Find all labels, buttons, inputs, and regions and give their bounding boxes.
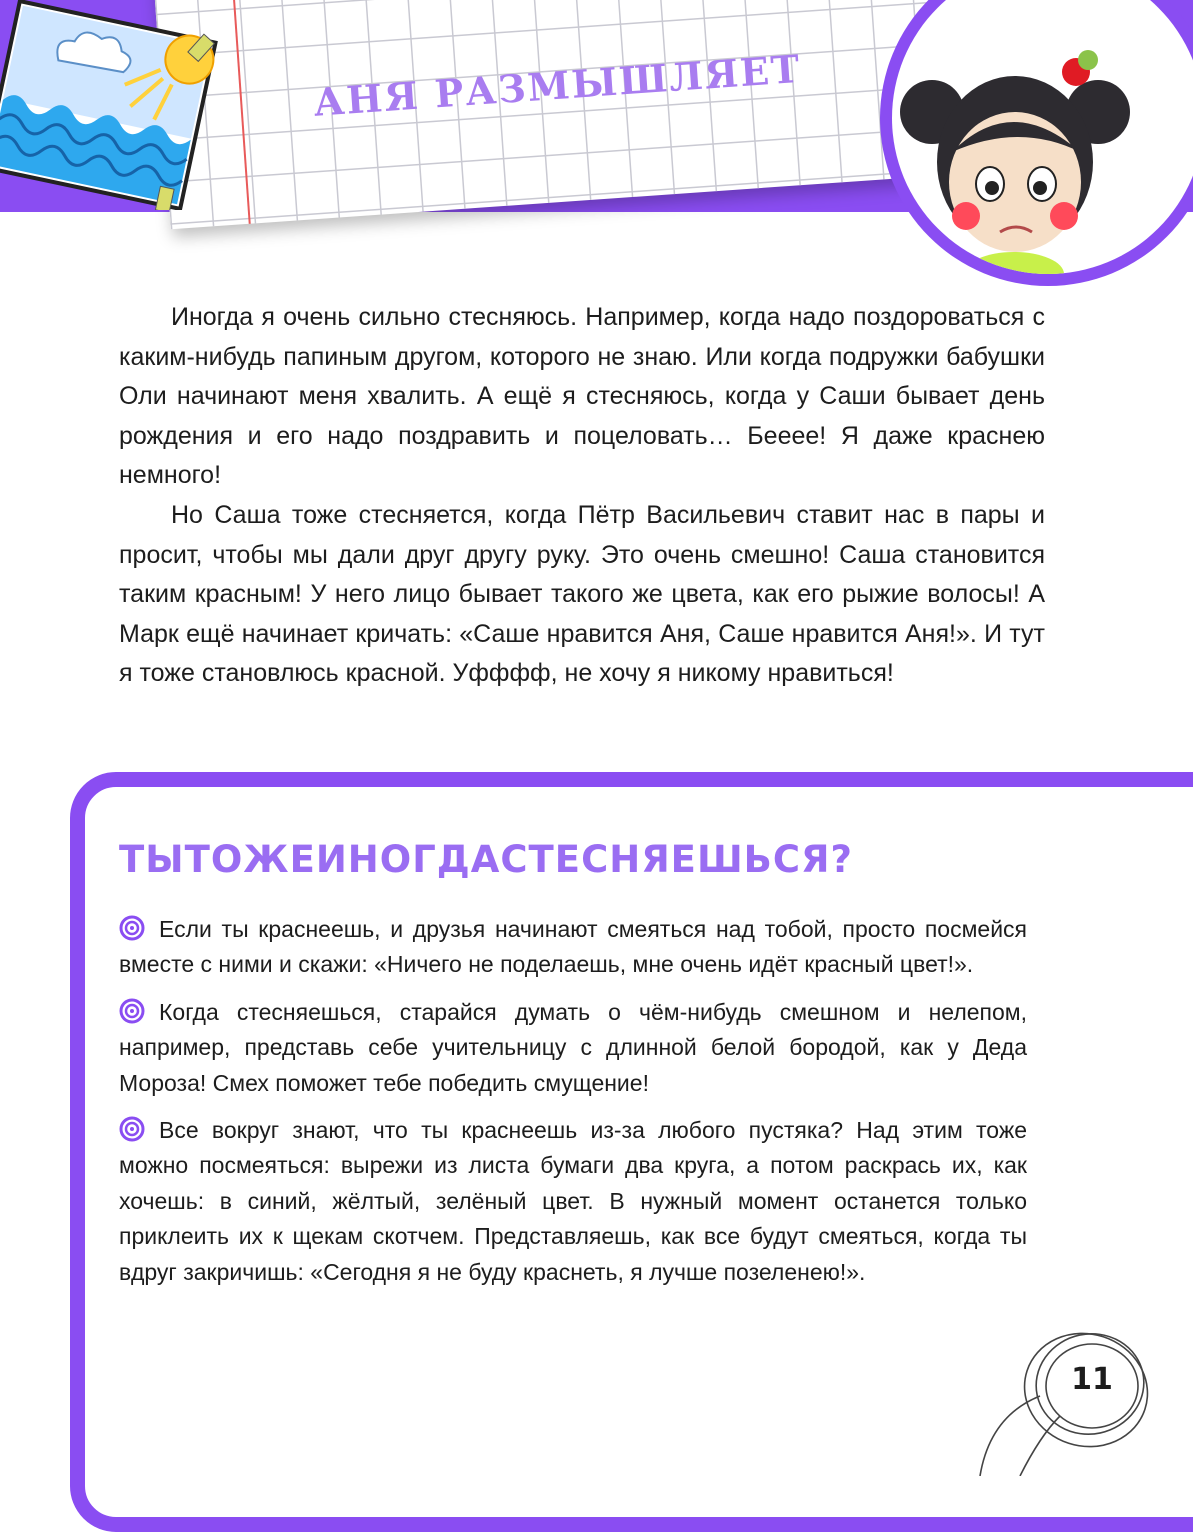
tips-title-word: ТЫ bbox=[119, 838, 185, 881]
tips-title-word: ИНОГДА bbox=[315, 838, 501, 881]
story-paragraph: Иногда я очень сильно стесняюсь. Например, когда надо поздороваться с каким-нибудь папиным другом, которого не знаю. Или когда подружки бабушки Оли начинают меня хвалить. А ещё я стесняюсь, когда у Саши бывает день рождения и его надо поздравить и поцеловать… Бееее! Я даже краснею немного! bbox=[119, 303, 1045, 490]
tips-title bbox=[119, 838, 853, 881]
child-drawing-icon bbox=[0, 0, 220, 210]
page-number: 11 bbox=[1071, 1362, 1113, 1397]
spiral-bullet-icon bbox=[119, 998, 145, 1024]
story-paragraph: Но Саша тоже стесняется, когда Пётр Васильевич ставит нас в пары и просит, чтобы мы дали друг другу руку. Это очень смешно! Саша становится таким красным! У него лицо бывает такого же цвета, как его рыжие волосы! А Марк ещё начинает кричать: «Саше нравится Аня, Саше нравится Аня!». И тут я тоже становлюсь красной. Уфффф, не хочу я никому нравиться! bbox=[119, 500, 1045, 688]
tip-item bbox=[119, 995, 1027, 1101]
tip-item bbox=[119, 912, 1027, 983]
spiral-bullet-icon bbox=[119, 915, 145, 941]
tips-title-word: ТОЖЕ bbox=[184, 838, 316, 881]
tip-text: Все вокруг знают, что ты краснеешь из-за любого пустяка? Над этим тоже можно посмеяться: вырежи из листа бумаги два круга, а потом раскрась их, как хочешь: в синий, жёлтый, зелёный цвет. В нужный момент останется только приклеить их к щекам скотчем. Представляешь, как все будут смеяться, когда ты вдруг закричишь: «Сегодня я не буду краснеть, я лучше позеленею!». bbox=[119, 1117, 1027, 1285]
page-title: АНЯ РАЗМЫШЛЯЕТ bbox=[312, 45, 803, 125]
tips-title-word: СТЕСНЯЕШЬСЯ? bbox=[500, 838, 853, 881]
story-text bbox=[119, 298, 1045, 694]
tip-text: Когда стесняешься, старайся думать о чём-нибудь смешном и нелепом, например, представь себе учительницу с длинной белой бородой, как у Деда Мороза! Смех поможет тебе победить смущение! bbox=[119, 998, 1027, 1096]
spiral-bullet-icon bbox=[119, 1116, 145, 1142]
tips-list bbox=[119, 912, 1027, 1302]
tip-text: Если ты краснеешь, и друзья начинают смеяться над тобой, просто посмейся вместе с ними и скажи: «Ничего не поделаешь, мне очень идёт красный цвет!». bbox=[119, 916, 1027, 978]
paper-margin-line bbox=[228, 0, 251, 224]
tip-item bbox=[119, 1113, 1027, 1290]
scribble-circle-icon bbox=[960, 1290, 1160, 1476]
